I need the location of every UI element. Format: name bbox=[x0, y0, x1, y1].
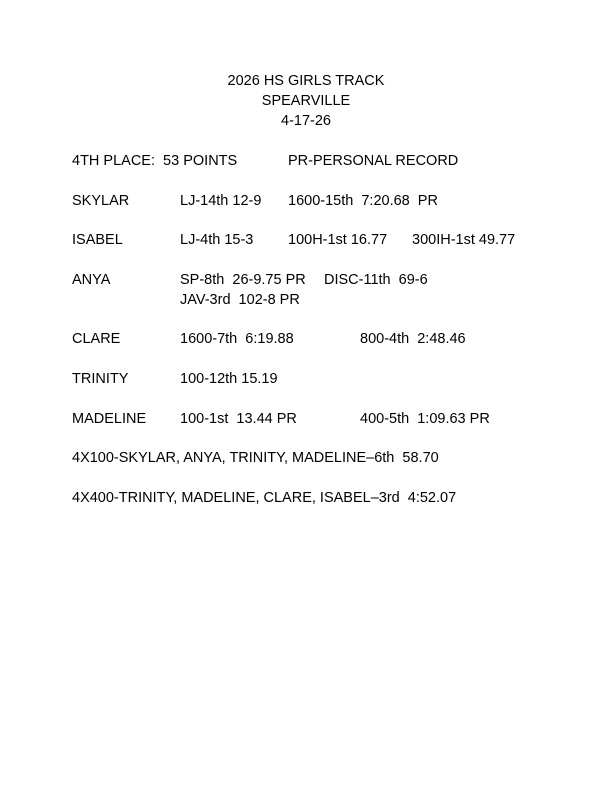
athlete-name-skylar: SKYLAR bbox=[72, 193, 130, 209]
athlete-result: 1600-7th 6:19.88 bbox=[180, 331, 294, 347]
athlete-result: LJ-14th 12-9 bbox=[180, 193, 262, 209]
meet-title: 2026 HS GIRLS TRACK bbox=[227, 73, 385, 89]
athlete-result: 400-5th 1:09.63 PR bbox=[360, 411, 490, 427]
athlete-name-anya: ANYA bbox=[72, 272, 111, 288]
athlete-name-madeline: MADELINE bbox=[72, 411, 147, 427]
athlete-result: JAV-3rd 102-8 PR bbox=[180, 292, 300, 308]
athlete-result: SP-8th 26-9.75 PR bbox=[180, 272, 306, 288]
athlete-name-isabel: ISABEL bbox=[72, 232, 123, 248]
athlete-name-clare: CLARE bbox=[72, 331, 121, 347]
athlete-result: DISC-11th 69-6 bbox=[324, 272, 428, 288]
athlete-result: 1600-15th 7:20.68 PR bbox=[288, 193, 438, 209]
relay-4x400: 4X400-TRINITY, MADELINE, CLARE, ISABEL–3rd 4:52.07 bbox=[72, 490, 457, 506]
athlete-result: 100-1st 13.44 PR bbox=[180, 411, 297, 427]
athlete-result: 800-4th 2:48.46 bbox=[360, 331, 466, 347]
pr-legend: PR-PERSONAL RECORD bbox=[288, 153, 459, 169]
team-place: 4TH PLACE: 53 POINTS bbox=[72, 153, 238, 169]
athlete-result: 100-12th 15.19 bbox=[180, 371, 278, 387]
athlete-result: 100H-1st 16.77 bbox=[288, 232, 388, 248]
meet-location: SPEARVILLE bbox=[261, 93, 351, 109]
athlete-name-trinity: TRINITY bbox=[72, 371, 129, 387]
relay-4x100: 4X100-SKYLAR, ANYA, TRINITY, MADELINE–6th 58.70 bbox=[72, 450, 439, 466]
meet-date: 4-17-26 bbox=[281, 113, 331, 129]
athlete-result: LJ-4th 15-3 bbox=[180, 232, 254, 248]
athlete-result: 300IH-1st 49.77 bbox=[412, 232, 516, 248]
